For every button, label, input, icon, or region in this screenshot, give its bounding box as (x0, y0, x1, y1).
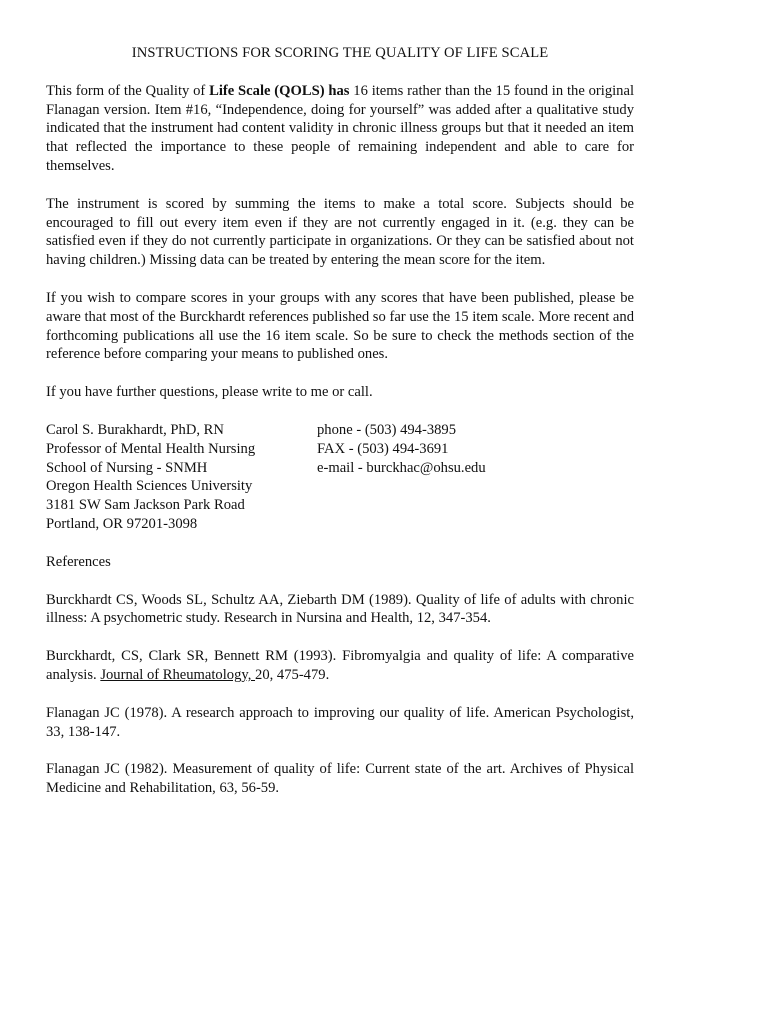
intro-text-end: 16 items rather than the 15 found in the original Flanagan version. Item #16, “Independence, doing for yourself” was added after a qualitative study indicated that the instrument had content validity in chronic illness groups but that it needed an item that reflected the importance to these people of remaining independent and able to care for themselves. (46, 82, 635, 174)
contact-block (46, 421, 634, 534)
contact-email: e-mail - burckhac@ohsu.edu (317, 459, 486, 476)
contact-fax: FAX - (503) 494-3691 (317, 440, 449, 457)
references-heading: References (46, 553, 111, 570)
contact-details (317, 421, 634, 534)
reference-item: Flanagan JC (1978). A research approach to improving our quality of life. American Psychologist, 33, 138-147. (46, 704, 634, 740)
contact-address (46, 421, 317, 534)
contact-prompt-paragraph: If you have further questions, please write to me or call. (46, 384, 373, 401)
contact-phone: phone - (503) 494-3895 (317, 421, 457, 438)
reference-journal: Journal of Rheumatology, (100, 666, 256, 683)
contact-name: Carol S. Burakhardt, PhD, RN (46, 421, 224, 438)
contact-street: 3181 SW Sam Jackson Park Road (46, 497, 245, 514)
document-title: INSTRUCTIONS FOR SCORING THE QUALITY OF LIFE SCALE (131, 45, 549, 61)
reference-text-start: Burckhardt, CS, Clark SR, Bennett RM (1993). Fibromyalgia and quality of life: A comparative analysis. (46, 648, 634, 683)
contact-city: Portland, OR 97201-3098 (46, 515, 198, 532)
reference-item (46, 647, 634, 685)
document-page (46, 44, 634, 817)
contact-position: Professor of Mental Health Nursing (46, 440, 256, 457)
intro-bold-text: Life Scale (QOLS) has (209, 82, 350, 99)
intro-paragraph (46, 82, 634, 176)
reference-item: Flanagan JC (1982). Measurement of quality of life: Current state of the art. Archives of Physical Medicine and Rehabilitation, 63, 56-59. (46, 761, 634, 797)
scoring-paragraph: The instrument is scored by summing the items to make a total score. Subjects should be encouraged to fill out every item even if they are not currently engaged in it. (e.g. they can be satisfied even if they do not currently participate in organizations. Or they can be satisfied about not having children.) Missing data can be treated by entering the mean score for the item. (46, 195, 634, 269)
contact-school: School of Nursing - SNMH (46, 459, 208, 476)
reference-text-end: 20, 475-479. (255, 666, 330, 683)
intro-text-start: This form of the Quality of (46, 82, 210, 99)
contact-university: Oregon Health Sciences University (46, 478, 253, 495)
comparison-paragraph: If you wish to compare scores in your groups with any scores that have been published, please be aware that most of the Burckhardt references published so far use the 15 item scale. More recent and forthcoming publications all use the 16 item scale. So be sure to check the methods section of the reference before comparing your means to published ones. (46, 289, 634, 363)
reference-item: Burckhardt CS, Woods SL, Schultz AA, Ziebarth DM (1989). Quality of life of adults with chronic illness: A psychometric study. Research in Nursina and Health, 12, 347-354. (46, 591, 634, 627)
